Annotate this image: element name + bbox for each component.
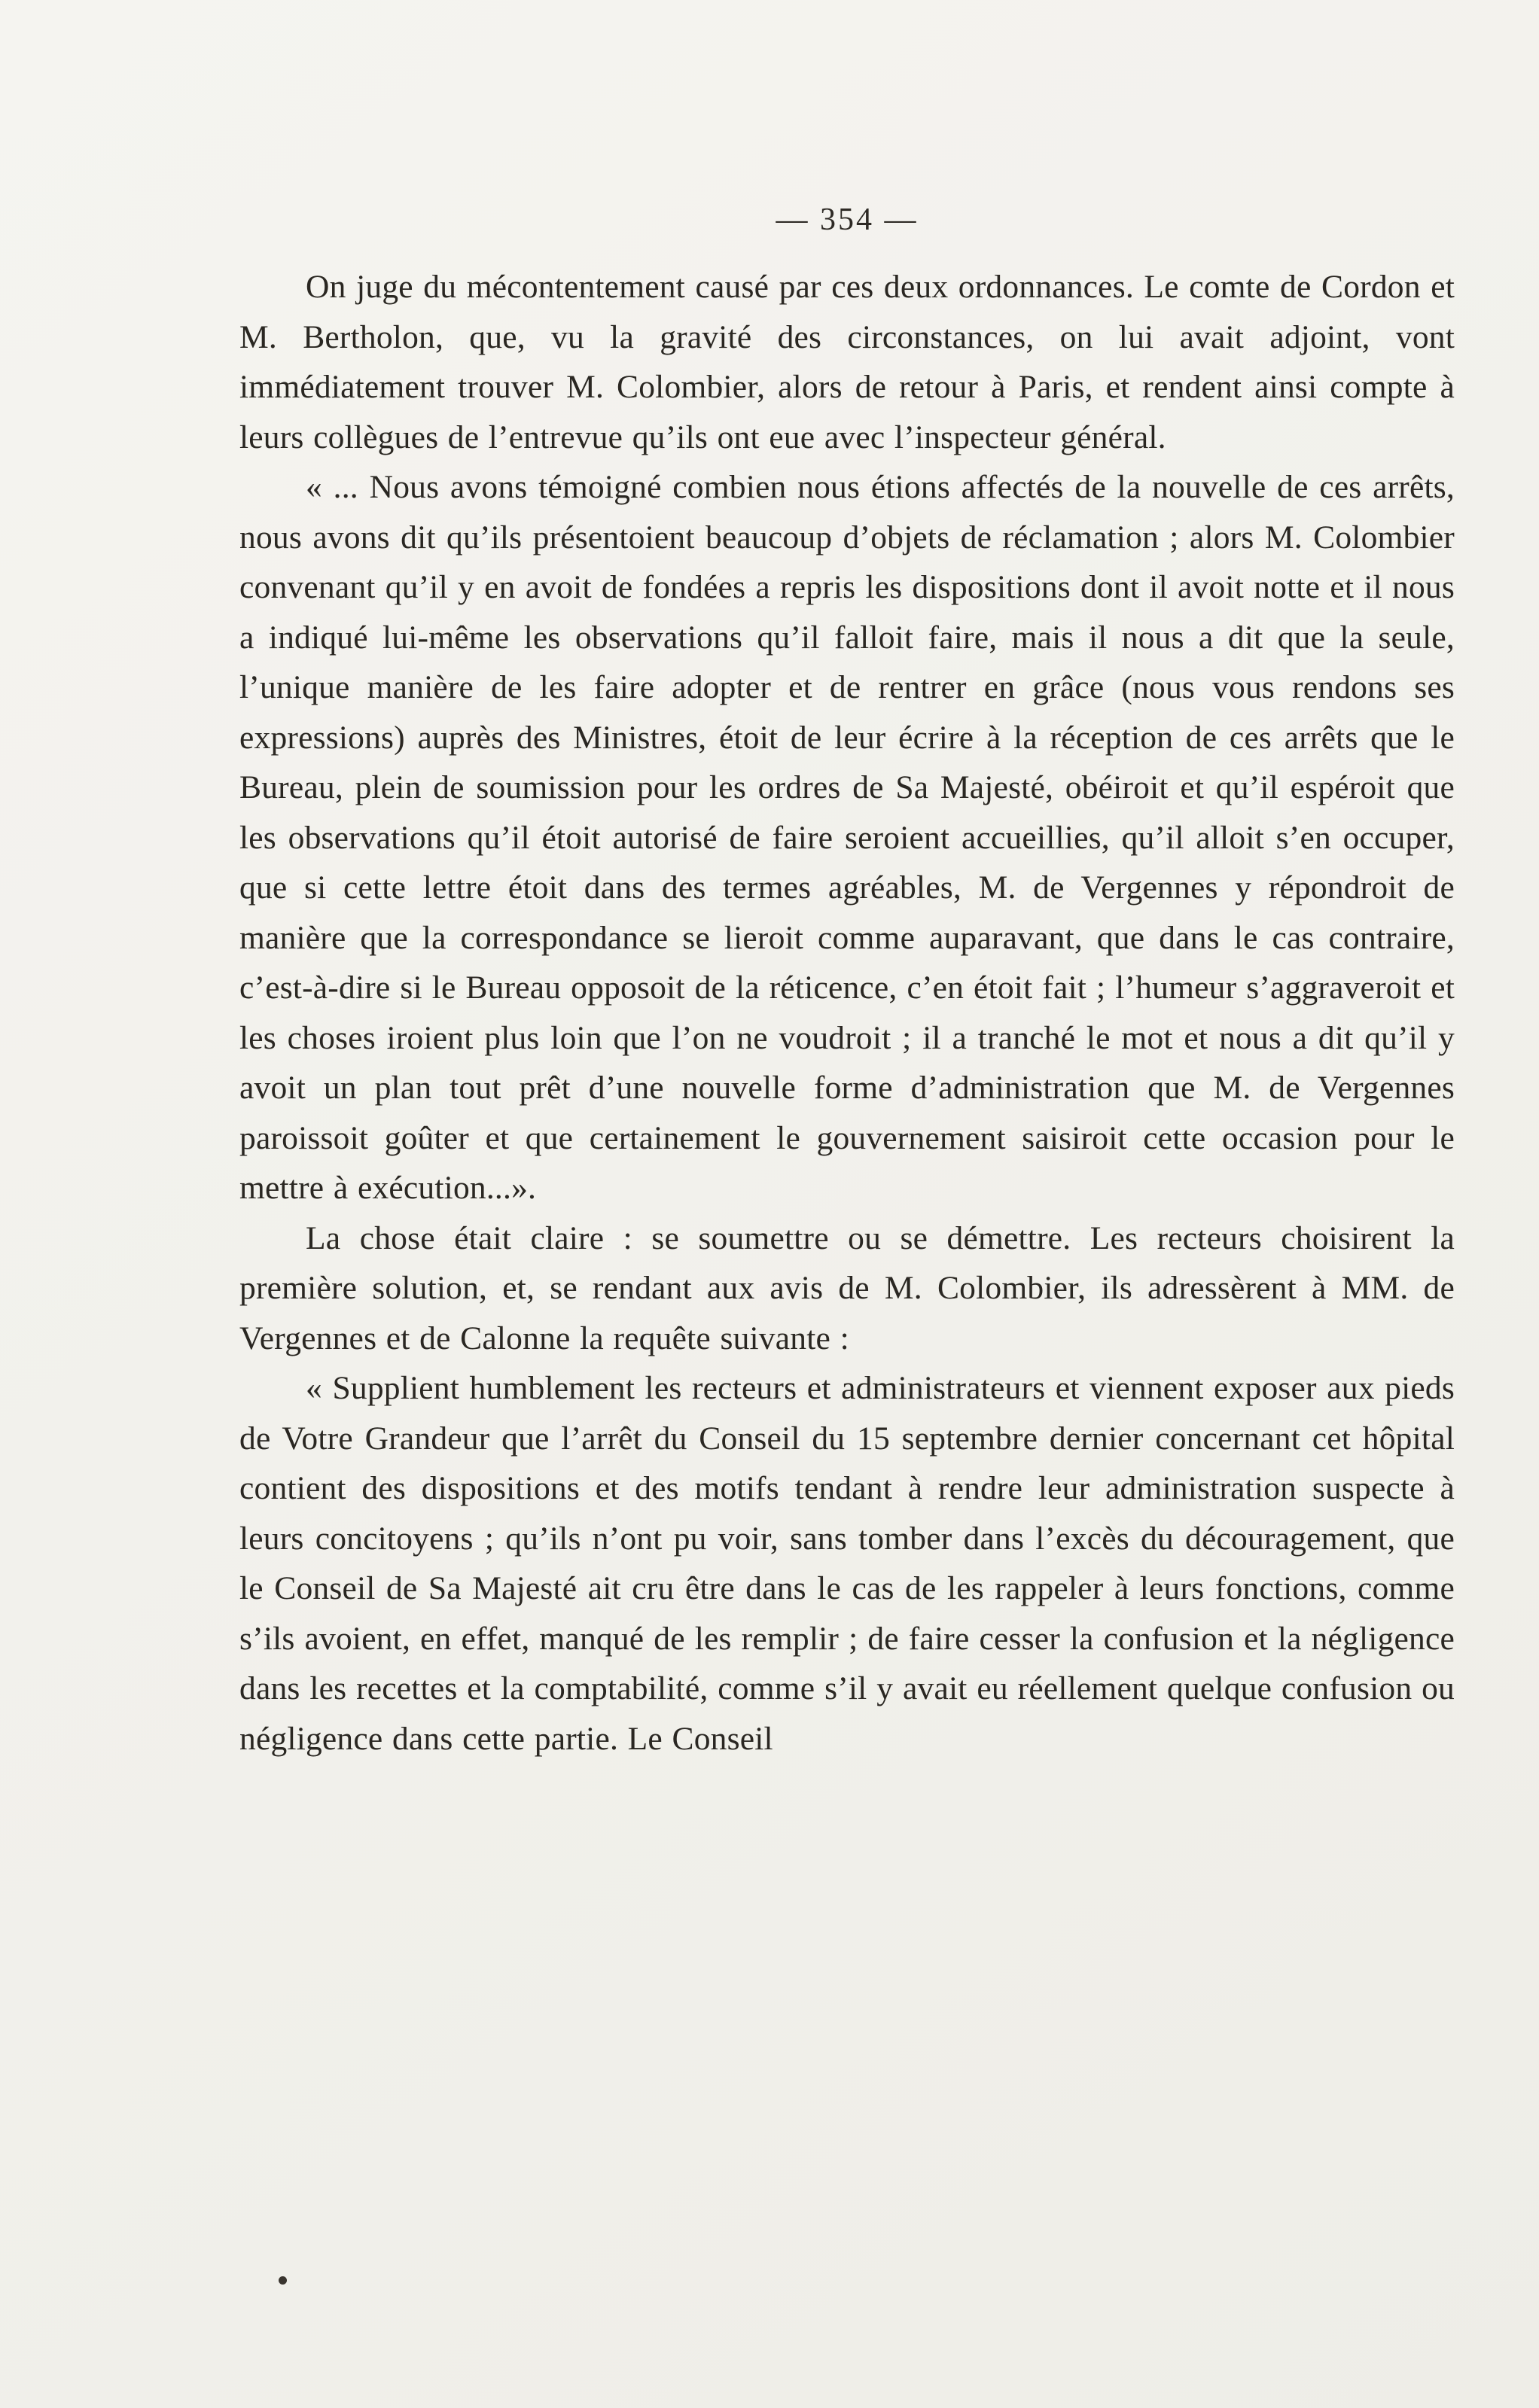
paragraph-2: « ... Nous avons témoigné combien nous étions affectés de la nouvelle de ces arrêts, nous avons dit qu’ils présentoient beaucoup d’objets de réclamation ; alors M. Colombier convenant qu’il y en avoit de fondées a repris les dispositions dont il avoit notte et il nous a indiqué lui-même les observations qu’il falloit faire, mais il nous a dit que la seule, l’unique manière de les faire adopter et de rentrer en grâce (nous vous rendons ses expressions) auprès des Ministres, étoit de leur écrire à la réception de ces arrêts que le Bureau, plein de soumission pour les ordres de Sa Majesté, obéiroit et qu’il espéroit que les observations qu’il étoit autorisé de faire seroient accueillies, qu’il alloit s’en occuper, que si cette lettre étoit dans des termes agréables, M. de Vergennes y répondroit de manière que la correspondance se lieroit comme auparavant, que dans le cas contraire, c’est-à-dire si le Bureau opposoit de la réticence, c’en étoit fait ; l’humeur s’aggraveroit et les choses iroient plus loin que l’on ne voudroit ; il a tranché le mot et nous a dit qu’il y avoit un plan tout prêt d’une nouvelle forme d’administration que M. de Vergennes paroissoit goûter et que certainement le gouvernement saisiroit cette occasion pour le mettre à exécution...».: [239, 469, 1455, 1206]
paragraph-4: « Supplient humblement les recteurs et administrateurs et viennent exposer aux pieds de Votre Grandeur que l’arrêt du Conseil du 15 septembre dernier concernant cet hôpital contient des dispositions et des motifs tendant à rendre leur administration suspecte à leurs concitoyens ; qu’ils n’ont pu voir, sans tomber dans l’excès du découragement, que le Conseil de Sa Majesté ait cru être dans le cas de les rappeler à leurs fonctions, comme s’ils avoient, en effet, manqué de les remplir ; de faire cesser la confusion et la négligence dans les recettes et la comptabilité, comme s’il y avait eu réellement quelque confusion ou négligence dans cette partie. Le Conseil: [239, 1370, 1455, 1757]
text-block: [239, 262, 1455, 1764]
paragraph-1: On juge du mécontentement causé par ces deux ordonnances. Le comte de Cordon et M. Bertholon, que, vu la gravité des circonstances, on lui avait adjoint, vont immédiatement trouver M. Colombier, alors de retour à Paris, et rendent ainsi compte à leurs collègues de l’entrevue qu’ils ont eue avec l’inspecteur général.: [239, 269, 1455, 455]
page-number: — 354 —: [776, 202, 919, 237]
paragraph-3: La chose était claire : se soumettre ou se démettre. Les recteurs choisirent la première solution, et, se rendant aux avis de M. Colombier, ils adressèrent à MM. de Vergennes et de Calonne la requête suivante :: [239, 1219, 1455, 1356]
ink-speck: [279, 2276, 287, 2285]
